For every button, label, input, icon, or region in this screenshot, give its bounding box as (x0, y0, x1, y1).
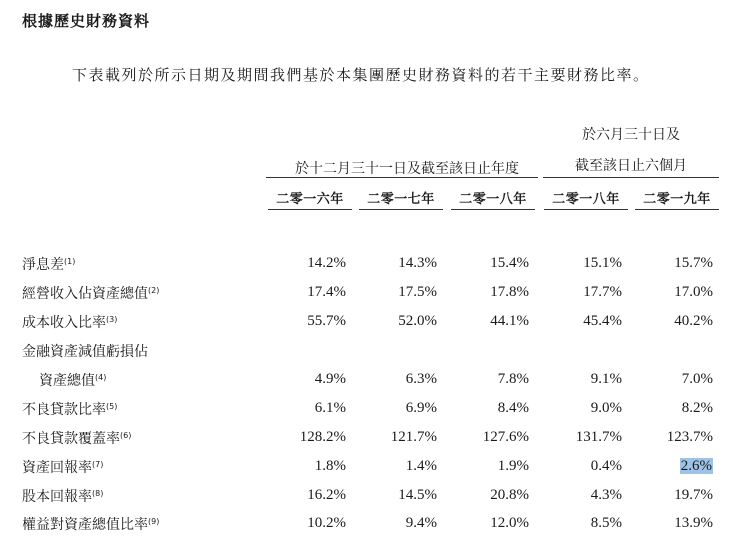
cell-value: 8.4% (497, 400, 529, 416)
cell-value: 13.9% (674, 515, 713, 531)
cell-value: 127.6% (482, 429, 529, 445)
table-row-impairment-label-line1 (0, 341, 747, 363)
cell-value: 9.4% (405, 515, 437, 531)
column-header-2018: 二零一八年 (459, 192, 527, 207)
column-rule-2017 (359, 209, 443, 210)
header-group-interim-line1: 於六月三十日及 (582, 127, 680, 143)
column-rule-2018-interim (544, 209, 628, 210)
cell-value: 0.4% (590, 458, 622, 474)
cell-value: 8.2% (681, 400, 713, 416)
row-label: 資產回報率$^{(7)}$ (22, 460, 104, 476)
cell-value: 131.7% (575, 429, 622, 445)
cell-value: 17.0% (674, 284, 713, 300)
cell-value: 55.7% (307, 313, 346, 329)
row-label: 金融資產減值虧損佔 (22, 344, 148, 360)
cell-value: 8.5% (590, 515, 622, 531)
cell-value: 14.2% (307, 255, 346, 271)
column-header-2017: 二零一七年 (367, 192, 435, 207)
table-row-operating-income-to-assets (0, 283, 747, 305)
cell-value: 17.7% (583, 284, 622, 300)
row-label: 權益對資產總值比率$^{(9)}$ (22, 517, 160, 533)
cell-value: 52.0% (398, 313, 437, 329)
cell-value: 17.4% (307, 284, 346, 300)
cell-value: 6.9% (405, 400, 437, 416)
text-selection-highlight[interactable]: 2.6% (680, 458, 712, 474)
cell-value: 7.0% (681, 371, 713, 387)
column-rule-2016 (268, 209, 352, 210)
cell-value: 6.3% (405, 371, 437, 387)
section-title: 根據歷史財務資料 (22, 12, 151, 30)
cell-value: 20.8% (490, 487, 529, 503)
header-group-interim-line2: 截至該日止六個月 (575, 158, 687, 174)
cell-value: 45.4% (583, 313, 622, 329)
cell-value: 9.0% (590, 400, 622, 416)
row-label: 不良貸款覆蓋率$^{(6)}$ (22, 431, 132, 447)
table-row-npl-ratio (0, 399, 747, 421)
cell-value: 10.2% (307, 515, 346, 531)
column-header-2019-interim: 二零一九年 (643, 192, 711, 207)
row-label: 股本回報率$^{(8)}$ (22, 489, 104, 505)
table-row-equity-to-assets (0, 514, 747, 536)
table-row-net-interest-margin (0, 254, 747, 276)
cell-value: 128.2% (299, 429, 346, 445)
table-row-impairment-to-assets (0, 370, 747, 392)
cell-value: 15.4% (490, 255, 529, 271)
cell-value-selected[interactable] (643, 458, 713, 475)
table-row-npl-coverage (0, 428, 747, 450)
cell-value: 4.3% (590, 487, 622, 503)
cell-value: 1.4% (405, 458, 437, 474)
row-label: 經營收入佔資產總值$^{(2)}$ (22, 286, 160, 302)
header-group-annual: 於十二月三十一日及截至該日止年度 (295, 161, 519, 177)
table-row-return-on-equity (0, 486, 747, 508)
cell-value: 19.7% (674, 487, 713, 503)
cell-value: 7.8% (497, 371, 529, 387)
cell-value: 14.3% (398, 255, 437, 271)
cell-value: 9.1% (590, 371, 622, 387)
row-label: 不良貸款比率$^{(5)}$ (22, 402, 118, 418)
cell-value: 17.5% (398, 284, 437, 300)
row-label: 資產總值$^{(4)}$ (39, 373, 107, 389)
cell-value: 14.5% (398, 487, 437, 503)
cell-value: 15.1% (583, 255, 622, 271)
cell-value: 15.7% (674, 255, 713, 271)
cell-value: 1.9% (497, 458, 529, 474)
cell-value: 123.7% (666, 429, 713, 445)
column-rule-2018 (451, 209, 535, 210)
column-rule-2019-interim (635, 209, 719, 210)
row-label: 成本收入比率$^{(3)}$ (22, 315, 118, 331)
intro-paragraph: 下表載列於所示日期及期間我們基於本集團歷史財務資料的若干主要財務比率。 (72, 66, 650, 84)
table-row-return-on-assets (0, 457, 747, 479)
cell-value: 4.9% (314, 371, 346, 387)
cell-value: 44.1% (490, 313, 529, 329)
cell-value: 40.2% (674, 313, 713, 329)
cell-value: 12.0% (490, 515, 529, 531)
column-header-2016: 二零一六年 (276, 192, 344, 207)
cell-value: 17.8% (490, 284, 529, 300)
cell-value: 6.1% (314, 400, 346, 416)
cell-value: 16.2% (307, 487, 346, 503)
row-label: 淨息差$^{(1)}$ (22, 257, 76, 273)
column-header-2018-interim: 二零一八年 (552, 192, 620, 207)
header-rule-interim (543, 177, 719, 178)
cell-value: 121.7% (390, 429, 437, 445)
table-row-cost-income-ratio (0, 312, 747, 334)
cell-value: 1.8% (314, 458, 346, 474)
header-rule-annual (266, 177, 538, 178)
